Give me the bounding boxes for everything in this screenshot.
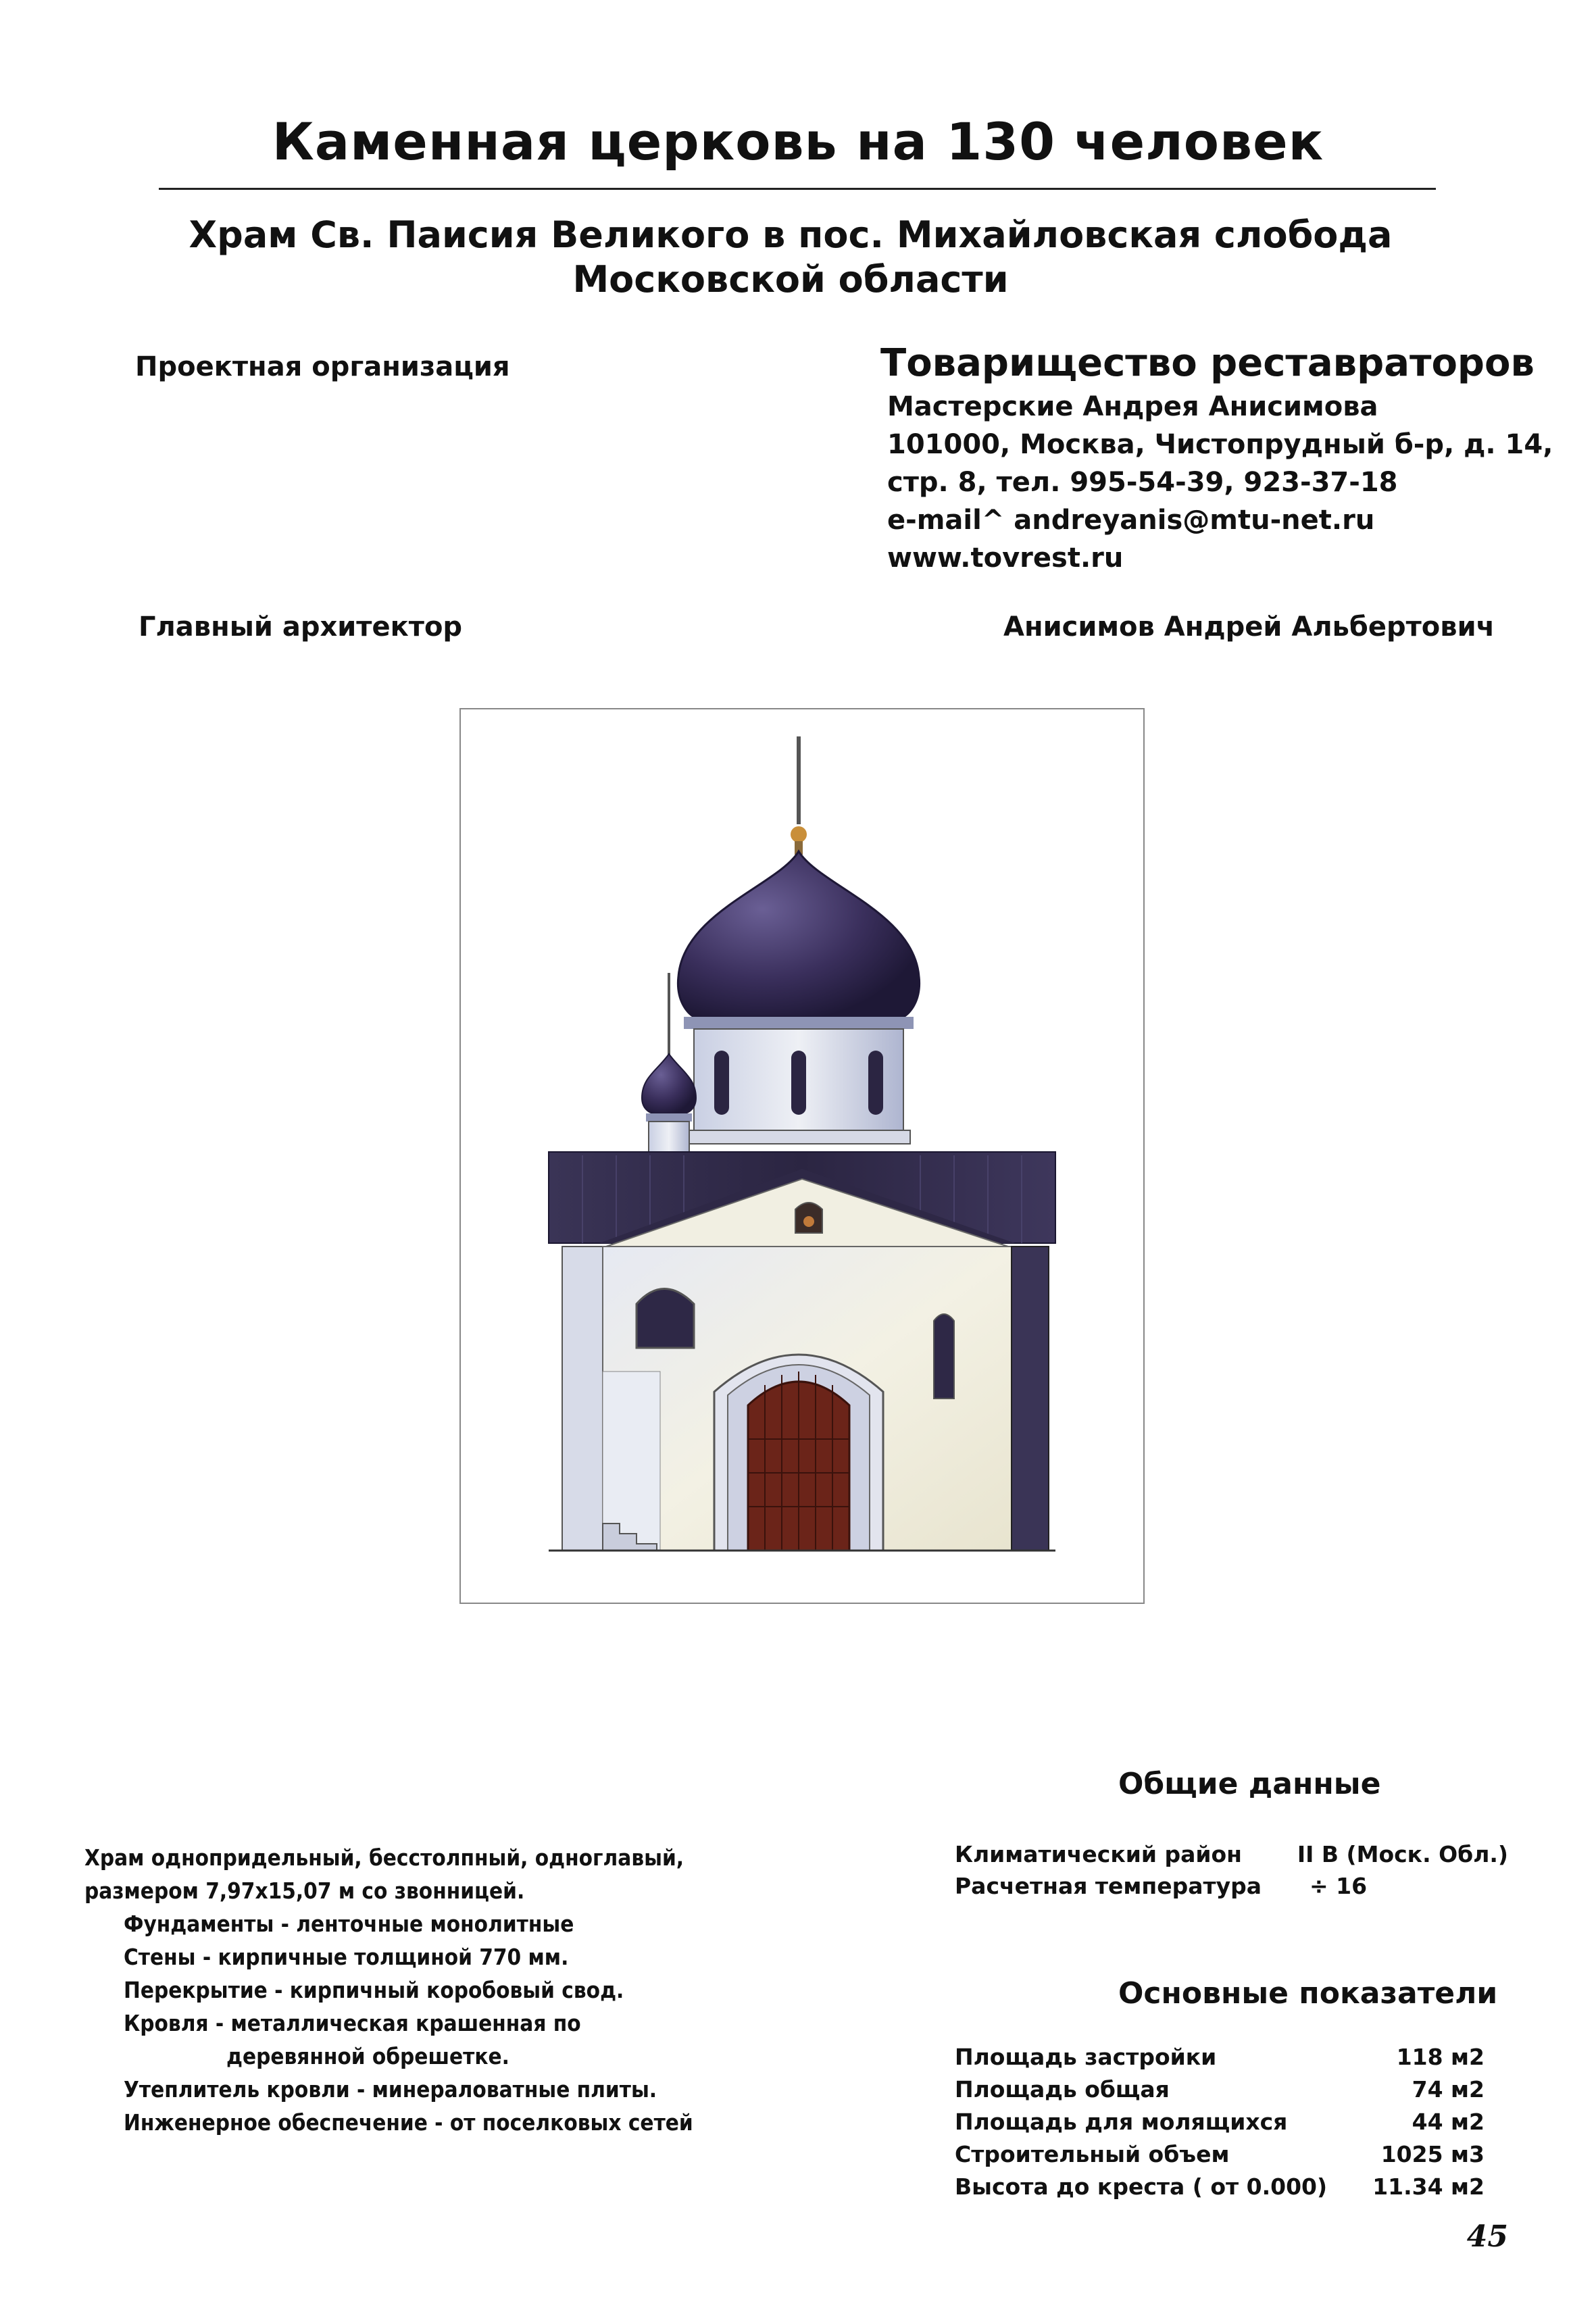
indicator-label: Строительный объем	[955, 2141, 1230, 2167]
general-data-title: Общие данные	[1118, 1767, 1381, 1801]
description-line: Утеплитель кровли - минераловатные плиты.	[124, 2076, 657, 2103]
indicator-label: Площадь застройки	[955, 2044, 1217, 2070]
architect-name: Анисимов Андрей Альбертович	[1003, 611, 1495, 643]
page-title: Каменная церковь на 130 человек	[272, 111, 1324, 172]
description-line: Фундаменты - ленточные монолитные	[124, 1911, 574, 1937]
church-elevation-image	[461, 709, 1143, 1603]
indicator-label: Площадь общая	[955, 2076, 1170, 2103]
organization-label: Проектная организация	[135, 351, 510, 382]
indicator-value: 11.34 м2	[1372, 2173, 1485, 2200]
description-line: Храм однопридельный, бесстолпный, одноглавый,	[84, 1844, 684, 1871]
subtitle-line-1: Храм Св. Паисия Великого в пос. Михайловская слобода	[189, 213, 1393, 256]
address-email: e-mail^ andreyanis@mtu-net.ru	[887, 505, 1375, 536]
indicator-label: Высота до креста ( от 0.000)	[955, 2173, 1328, 2200]
organization-name: Товарищество реставраторов	[880, 341, 1535, 385]
general-row-value: II В (Моск. Обл.)	[1297, 1841, 1508, 1867]
church-drawing-frame	[459, 708, 1145, 1604]
page-number: 45	[1466, 2219, 1508, 2254]
address-line: 101000, Москва, Чистопрудный б-р, д. 14,	[887, 429, 1553, 460]
description-line: деревянной обрешетке.	[226, 2043, 509, 2069]
subtitle-line-2: Московской области	[572, 258, 1009, 301]
indicators-title: Основные показатели	[1118, 1976, 1498, 2011]
general-row-label: Расчетная температура	[955, 1873, 1262, 1899]
general-row-label: Климатический район	[955, 1841, 1242, 1867]
general-row-value: ÷ 16	[1310, 1873, 1368, 1899]
description-line: Стены - кирпичные толщиной 770 мм.	[124, 1944, 569, 1970]
indicator-value: 1025 м3	[1380, 2141, 1485, 2167]
church-subtitle	[95, 213, 1487, 302]
indicator-value: 74 м2	[1412, 2076, 1485, 2103]
description-line: Инженерное обеспечение - от поселковых сетей	[124, 2109, 693, 2136]
description-line: Кровля - металлическая крашенная по	[124, 2010, 581, 2036]
title-divider	[159, 188, 1436, 190]
construction-description	[84, 1841, 693, 2139]
address-line: Мастерские Андрея Анисимова	[887, 391, 1378, 422]
indicator-value: 44 м2	[1412, 2109, 1485, 2135]
address-website: www.tovrest.ru	[887, 543, 1124, 574]
description-line: размером 7,97х15,07 м со звонницей.	[84, 1878, 525, 1904]
description-line: Перекрытие - кирпичный коробовый свод.	[124, 1977, 624, 2003]
indicator-label: Площадь для молящихся	[955, 2109, 1288, 2135]
address-line: стр. 8, тел. 995-54-39, 923-37-18	[887, 467, 1398, 498]
indicator-value: 118 м2	[1396, 2044, 1485, 2070]
architect-label: Главный архитектор	[139, 611, 463, 643]
organization-address	[887, 388, 1553, 577]
